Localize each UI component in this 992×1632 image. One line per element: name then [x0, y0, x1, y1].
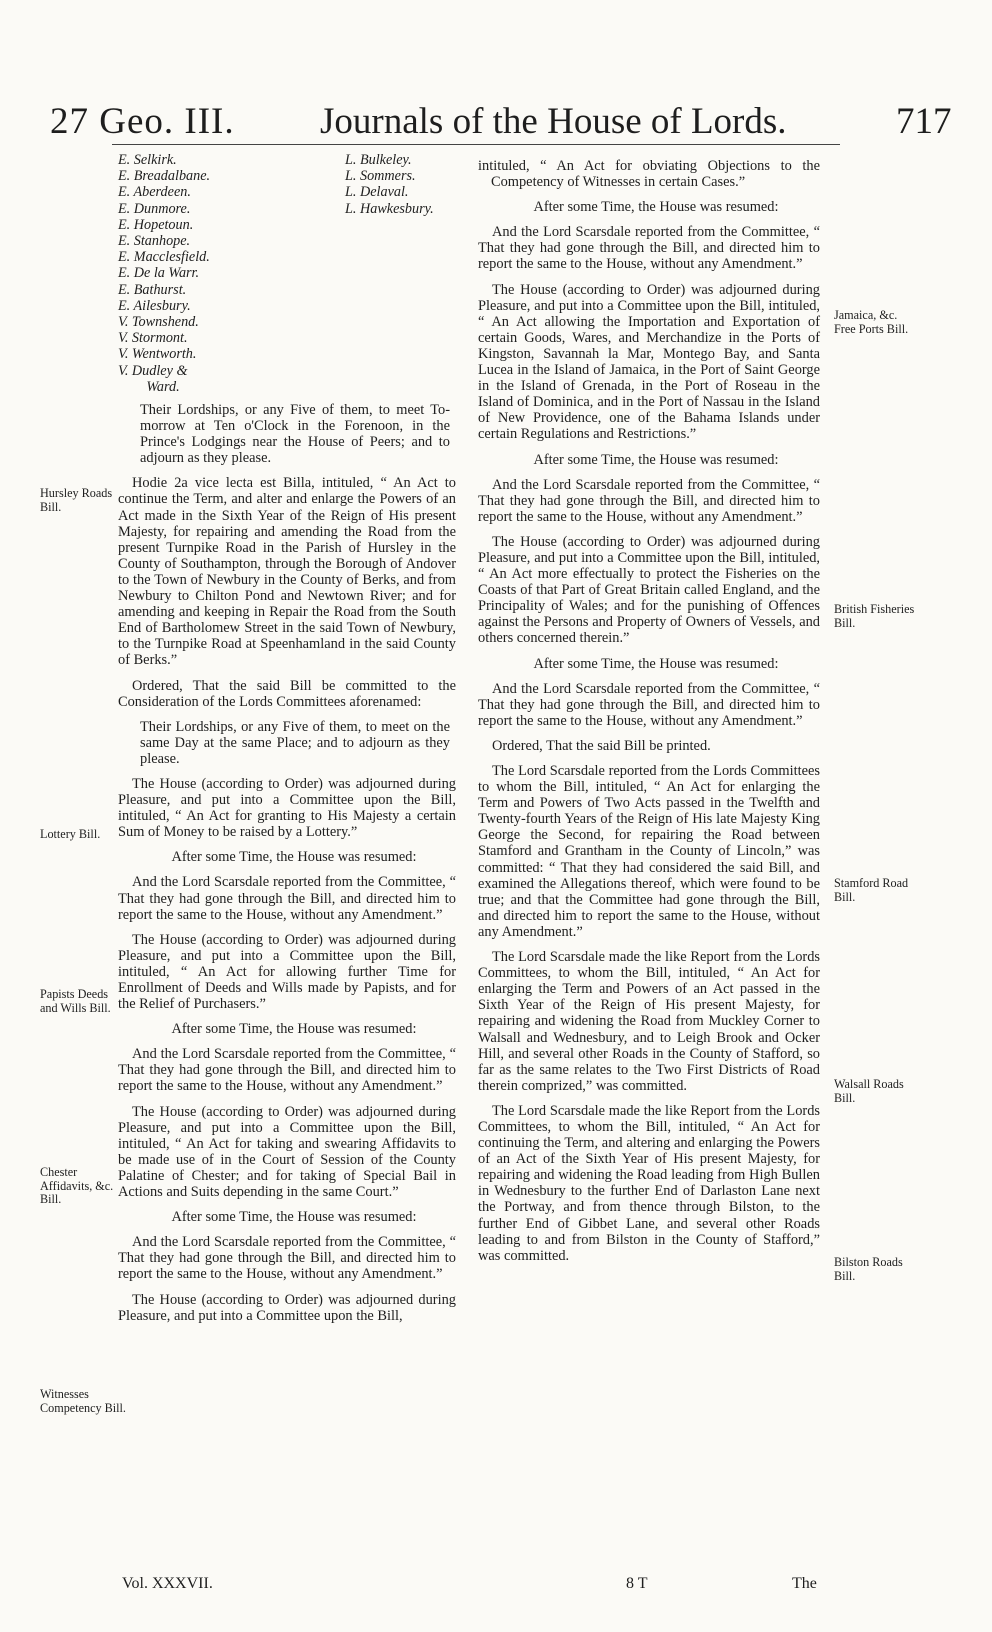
- margin-note-fisheries: British Fisheries Bill.: [834, 602, 915, 630]
- margin-note-witnesses: Witnesses Competency Bill.: [40, 1387, 126, 1415]
- paragraph: After some Time, the House was resumed:: [171, 849, 417, 866]
- right-column: [478, 158, 820, 1273]
- paragraph: Their Lordships, or any Five of them, to meet To-morrow at Ten o'Clock in the Forenoon, in the Prince's Lodgings near the House of Peers; and to adjourn as they please.: [140, 402, 450, 467]
- paragraph: intituled, “ An Act for obviating Objections to the Competency of Witnesses in certain Cases.”: [478, 158, 820, 191]
- paragraph: After some Time, the House was resumed:: [171, 1021, 417, 1038]
- paragraph: And the Lord Scarsdale reported from the Committee, “ That they had gone through the Bill, and directed him to report the same to the House, without any Amendment.”: [478, 680, 820, 729]
- paragraph: And the Lord Scarsdale reported from the Committee, “ That they had gone through the Bill, and directed him to report the same to the House, without any Amendment.”: [478, 224, 820, 273]
- paragraph: The Lord Scarsdale made the like Report from the Lords Committees, to whom the Bill, intituled, “ An Act for enlarging the Term and Powers of an Act passed in the Sixth Year of the Reign of His present Majesty, for repairing and widening the Road from Muckley Corner to Walsall and Wednesbury, and to Leigh Brook and Ocker Hill, and several other Roads in the County of Stafford, so far as the same relates to the Two First Districts of Road therein comprized,” was committed.: [478, 949, 820, 1094]
- paragraph: After some Time, the House was resumed:: [533, 655, 779, 672]
- running-head-regnal-year: 27 Geo. III.: [50, 101, 235, 142]
- paragraph: And the Lord Scarsdale reported from the Committee, “ That they had gone through the Bill, and directed him to report the same to the House, without any Amendment.”: [118, 1046, 456, 1095]
- margin-note-chester: Chester Affidavits, &c. Bill.: [40, 1165, 114, 1206]
- footer-volume: Vol. XXXVII.: [122, 1575, 213, 1592]
- margin-note-hursley: Hursley Roads Bill.: [40, 486, 113, 514]
- paragraph: And the Lord Scarsdale reported from the Committee, “ That they had gone through the Bill, and directed him to report the same to the House, without any Amendment.”: [118, 874, 456, 923]
- paragraph: After some Time, the House was resumed:: [171, 1209, 417, 1226]
- margin-note-stamford: Stamford Road Bill.: [834, 876, 909, 904]
- header-rule: [112, 144, 840, 145]
- paragraph: Their Lordships, or any Five of them, to meet on the same Day at the same Place; and to adjourn as they please.: [140, 718, 450, 767]
- margin-note-lottery: Lottery Bill.: [40, 827, 101, 841]
- paragraph: The House (according to Order) was adjourned during Pleasure, and put into a Committee upon the Bill,: [118, 1291, 456, 1324]
- paragraph: And the Lord Scarsdale reported from the Committee, “ That they had gone through the Bill, and directed him to report the same to the House, without any Amendment.”: [118, 1234, 456, 1283]
- page-number: 717: [896, 101, 952, 142]
- paragraph: The House (according to Order) was adjourned during Pleasure, and put into a Committee upon the Bill, intituled, “ An Act allowing the Importation and Exportation of certain Goods, Wares, and Merchandize in the Ports of Kingston, Savannah la Mar, Montego Bay, and Santa Lucea in the Island of Jamaica, in the Port of Saint George in the Island of Grenada, in the Port of Roseau in the Island of Dominica, and in the Port of Nassau in the Island of New Providence, one of the Bahama Islands under certain Regulations and Restrictions.”: [478, 281, 820, 443]
- paragraph: Hodie 2a vice lecta est Billa, intituled, “ An Act to continue the Term, and alter and enlarge the Powers of an Act made in the Sixth Year of the Reign of His present Majesty, for repairing and amending the Road from the present Turnpike Road in the Parish of Hursley in the County of Southampton, through the Borough of Andover to the Town of Newbury in the County of Berks, and from Newbury to Chilton Pond and Newtown River; and for amending and keeping in Repair the Road from the South End of Bartholomew Street in the said Town of Newbury, to the Turnpike Road at Speenhamland in the said County of Berks.”: [118, 475, 456, 669]
- margin-note-walsall: Walsall Roads Bill.: [834, 1077, 904, 1105]
- left-column: [118, 402, 456, 1333]
- footer-signature: 8 T: [626, 1575, 648, 1592]
- paragraph: The House (according to Order) was adjourned during Pleasure, and put into a Committee upon the Bill, intituled, “ An Act for taking and swearing Affidavits to be made use of in the Court of Session of the County Palatine of Chester; and for taking of Special Bail in Actions and Suits depending in the same Court.”: [118, 1103, 456, 1201]
- margin-note-papists: Papists Deeds and Wills Bill.: [40, 987, 111, 1015]
- footer-catchword: The: [792, 1575, 817, 1592]
- paragraph: After some Time, the House was resumed:: [533, 199, 779, 216]
- paragraph: The Lord Scarsdale made the like Report from the Lords Committees, to whom the Bill, intituled, “ An Act for continuing the Term, and altering and enlarging the Powers of an Act of the Sixth Year of His present Majesty, for repairing and widening the Road leading from High Bullen in Wednesbury to the further End of Darlaston Lane next the Portway, and from thence through Bilston, to the further End of Gibbet Lane, and several other Roads leading to and from Bilston in the County of Stafford,” was committed.: [478, 1102, 820, 1264]
- committee-names-lords: L. Bulkeley. L. Sommers. L. Delaval. L. Hawkesbury.: [345, 152, 434, 217]
- paragraph: And the Lord Scarsdale reported from the Committee, “ That they had gone through the Bill, and directed him to report the same to the House, without any Amendment.”: [478, 476, 820, 525]
- paragraph: Ordered, That the said Bill be printed.: [492, 737, 711, 754]
- paragraph: After some Time, the House was resumed:: [533, 451, 779, 468]
- margin-note-bilston: Bilston Roads Bill.: [834, 1255, 903, 1283]
- paragraph: The Lord Scarsdale reported from the Lords Committees to whom the Bill, intituled, “ An Act for enlarging the Term and Powers of Two Acts passed in the Twelfth and Twenty-fourth Years of the Reign of His late Majesty King George the Second, for repairing the Road between Stamford and Grantham in the County of Lincoln,” was committed: “ That they had considered the said Bill, and examined the Allegations thereof, which were found to be true; and that the Committee had gone through the Bill, and directed him to report the same to the House, without any Amendment.”: [478, 763, 820, 940]
- paragraph: The House (according to Order) was adjourned during Pleasure, and put into a Committee upon the Bill, intituled, “ An Act for granting to His Majesty a certain Sum of Money to be raised by a Lottery.”: [118, 775, 456, 841]
- margin-note-jamaica: Jamaica, &c. Free Ports Bill.: [834, 308, 909, 336]
- paragraph: The House (according to Order) was adjourned during Pleasure, and put into a Committee upon the Bill, intituled, “ An Act more effectually to protect the Fisheries on the Coasts of that Part of Great Britain called England, and the Principality of Wales; and for the punishing of Offences against the Persons and Property of Owners of Vessels, and others concerned therein.”: [478, 533, 820, 647]
- paragraph: The House (according to Order) was adjourned during Pleasure, and put into a Committee upon the Bill, intituled, “ An Act for allowing further Time for Enrollment of Deeds and Wills made by Papists, and for the Relief of Purchasers.”: [118, 931, 456, 1013]
- committee-names-earls-viscounts: E. Selkirk. E. Breadalbane. E. Aberdeen. E. Dunmore. E. Hopetoun. E. Stanhope. E. Macclesfield. E. De la Warr. E. Bathurst. E. Ailesbury. V. Townshend. V. Stormont. V. Wentworth. V. Dudley & Ward.: [118, 152, 211, 395]
- paragraph: Ordered, That the said Bill be committed to the Consideration of the Lords Committees aforenamed:: [118, 677, 456, 710]
- running-head-title: Journals of the House of Lords.: [320, 101, 787, 142]
